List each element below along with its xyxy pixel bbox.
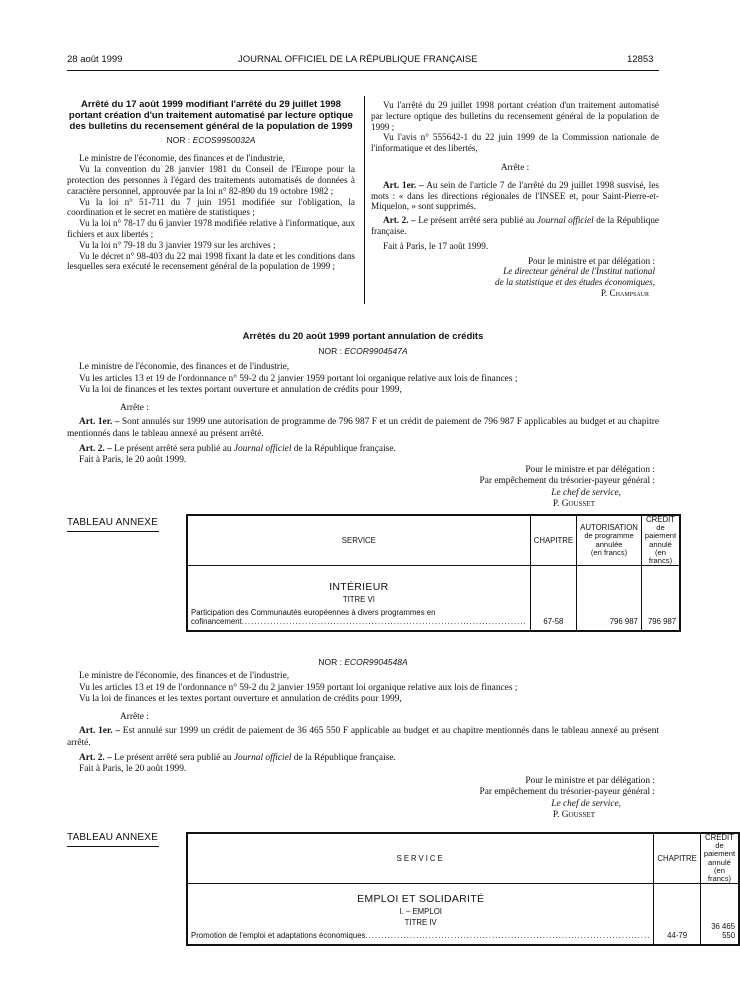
arrete-b-signature <box>367 776 655 822</box>
signatory-name: P. Gousset <box>552 810 595 821</box>
article-1 <box>371 180 659 212</box>
article-label: Art. 1er. – <box>79 417 120 428</box>
col-header-service: SERVICE <box>187 515 530 566</box>
arrete1-right-column <box>371 100 659 299</box>
arrete-a-signature <box>367 465 655 511</box>
article-text: de la République française. <box>291 443 396 454</box>
visa: Vu les articles 13 et 19 de l'ordonnance n° 59-2 du 2 janvier 1959 portant loi organique relative aux lois de finances ; <box>79 373 518 384</box>
journal-name: Journal officiel <box>233 752 292 763</box>
header-journal-title: JOURNAL OFFICIEL DE LA RÉPUBLIQUE FRANÇAISE <box>238 54 478 65</box>
chapitre-cell: 67-58 <box>530 566 576 631</box>
annexe-table-a <box>186 514 681 632</box>
article-text: Est annulé sur 1999 un crédit de paiement de 36 465 550 F applicable au budget et au chapitre mentionnés dans le tableau annexé au présent arrêté. <box>67 726 659 748</box>
arrete1-nor <box>67 135 355 145</box>
table-header-row <box>187 833 739 884</box>
col-header-credit <box>641 515 680 566</box>
autorisation-cell: 796 987 <box>577 566 642 631</box>
col-header-service: SERVICE <box>187 833 654 884</box>
col-header-chapitre: CHAPITRE <box>530 515 576 566</box>
signature-line: Le chef de service, <box>551 487 621 498</box>
credit-cell: 796 987 <box>641 566 680 631</box>
signatory-name: P. Champsaur <box>600 287 649 298</box>
credit-cell: 36 465 550 <box>700 884 739 945</box>
arrete1-visas <box>67 153 355 272</box>
nor-code: ECOS9950032A <box>192 135 256 146</box>
header-line: CRÉDIT <box>704 833 734 842</box>
service-cell <box>187 566 530 631</box>
arrete-b-body <box>67 671 659 776</box>
header-line: CRÉDIT <box>645 515 676 524</box>
annexe-label: TABLEAU ANNEXE <box>67 517 158 528</box>
nor-label: NOR : <box>318 346 345 356</box>
arrete-a-body <box>67 362 659 467</box>
nor-code: ECOR9904548A <box>344 657 408 667</box>
signature-line: Pour le ministre et par délégation : <box>527 255 655 266</box>
article-label: Art. 2. – <box>383 215 416 226</box>
header-line: (en francs) <box>707 865 732 884</box>
article-1 <box>67 417 659 440</box>
header-line: annulé <box>708 857 731 867</box>
header-line: de programme <box>584 531 634 541</box>
col-header-autorisation <box>577 515 642 566</box>
visa: Vu l'avis n° 555642-1 du 22 juin 1999 de la Commission nationale de l'informatique et des libertés, <box>371 132 659 154</box>
arrete1-title: Arrêté du 17 août 1999 modifiant l'arrêté du 29 juillet 1998 portant création d'un traitement automatisé par lecture optique des bulletins du recensement général de la population de 1999 <box>68 99 354 132</box>
service-line: Promotion de l'emploi et adaptations économiques.......................................................................................... <box>191 931 651 940</box>
journal-name: Journal officiel <box>233 443 292 454</box>
header-line: AUTORISATION <box>580 523 638 533</box>
signature-line: de la statistique et des études économiques, <box>495 277 655 288</box>
annexe-rule <box>67 846 159 847</box>
table-row <box>187 566 680 631</box>
article-label: Art. 2. – <box>79 752 112 763</box>
ministry-name: EMPLOI ET SOLIDARITÉ <box>357 893 485 905</box>
fait-a-paris: Fait à Paris, le 17 août 1999. <box>383 240 489 251</box>
header-line: (en francs) <box>590 547 628 557</box>
signature-block <box>371 256 659 299</box>
nor-code: ECOR9904547A <box>344 346 408 356</box>
fait-a-paris: Fait à Paris, le 20 août 1999. <box>79 455 187 466</box>
article-1 <box>67 726 659 749</box>
service-text: Promotion de l'emploi et adaptations économiques <box>191 931 366 940</box>
nor-label: NOR : <box>166 135 193 146</box>
visa: Le ministre de l'économie, des finances et de l'industrie, <box>79 362 290 372</box>
visa: Vu la loi n° 79-18 du 3 janvier 1979 sur les archives ; <box>79 239 276 250</box>
article-label: Art. 2. – <box>79 443 112 454</box>
article-text: Le présent arrêté sera publié au <box>111 752 234 763</box>
table-row <box>187 884 739 945</box>
signature-line: Le directeur général de l'Institut national <box>503 266 655 277</box>
article-text: Le présent arrêté sera publié au <box>111 443 234 454</box>
col-header-chapitre: CHAPITRE <box>654 833 700 884</box>
column-divider <box>364 96 365 304</box>
arrete-label: Arrête : <box>120 711 149 722</box>
article-2 <box>67 444 659 456</box>
service-text: cofinancement <box>191 617 242 626</box>
table-header-row <box>187 515 680 566</box>
col-header-credit <box>700 833 739 884</box>
journal-name: Journal officiel <box>537 215 594 226</box>
visa: Vu la loi de finances et les textes portant ouverture et annulation de crédits pour 1999, <box>79 385 402 396</box>
signature-line: Le chef de service, <box>551 798 621 809</box>
article-text: Au sein de l'article 7 de l'arrêté du 29 juillet 1998 susvisé, les mots : « dans les directions régionales de l'INSEE et, pour Saint-Pierre-et-Miquelon, » sont supprimés. <box>371 179 659 212</box>
visa: Vu les articles 13 et 19 de l'ordonnance n° 59-2 du 2 janvier 1959 portant loi organique relative aux lois de finances ; <box>79 682 518 693</box>
annexe-rule <box>67 531 159 532</box>
article-text: Le présent arrêté sera publié au <box>415 215 538 226</box>
signatory-name: P. Gousset <box>552 499 595 510</box>
service-line: cofinancement.......................................................................................... <box>191 617 527 626</box>
visa: Vu la loi n° 51-711 du 7 juin 1951 modifiée sur l'obligation, la coordination et le secret en matière de statistiques ; <box>67 196 355 218</box>
ministry-name: INTÉRIEUR <box>329 581 389 593</box>
visa: Vu la convention du 28 janvier 1981 du Conseil de l'Europe pour la protection des personnes à l'égard des traitements automatisés de données à caractère personnel, approuvée par la loi n° 82-890 du 19 octobre 1982 ; <box>67 164 355 196</box>
header-line: de paiement <box>644 523 677 541</box>
article-text: de la République française. <box>291 752 396 763</box>
arrete-label: Arrête : <box>120 402 149 413</box>
visa: Le ministre de l'économie, des finances et de l'industrie, <box>79 153 285 164</box>
chapitre-cell: 44-79 <box>654 884 700 945</box>
arretes2-title: Arrêtés du 20 août 1999 portant annulation de crédits <box>242 331 484 342</box>
header-line: annulé <box>649 539 672 549</box>
titre-label: TITRE VI <box>342 595 375 604</box>
visa: Vu la loi n° 78-17 du 6 janvier 1978 modifiée relative à l'informatique, aux fichiers et aux libertés ; <box>67 218 355 239</box>
annexe-label: TABLEAU ANNEXE <box>67 832 158 843</box>
arrete-a-nor <box>67 346 659 356</box>
header-line: de paiement <box>703 841 736 859</box>
header-rule <box>67 70 659 71</box>
header-line: annulée <box>595 539 623 549</box>
annexe-table-b <box>186 832 740 946</box>
signature-line: Par empêchement du trésorier-payeur général : <box>479 787 655 798</box>
signature-line: Par empêchement du trésorier-payeur général : <box>479 476 655 487</box>
visa: Vu l'arrêté du 29 juillet 1998 portant création d'un traitement automatisé par lecture optique des bulletins du recensement général de la population de 1999 ; <box>371 100 659 132</box>
article-2 <box>371 215 659 237</box>
fait-a-paris: Fait à Paris, le 20 août 1999. <box>79 764 187 775</box>
header-line: (en francs) <box>648 547 673 566</box>
service-line: Participation des Communautés européennes à divers programmes en <box>191 608 436 617</box>
titre-label: TITRE IV <box>404 918 437 927</box>
article-label: Art. 1er. – <box>79 726 121 737</box>
article-2 <box>67 753 659 765</box>
header-page-number: 12853 <box>627 54 654 65</box>
arrete-b-nor <box>67 657 659 667</box>
header-date: 28 août 1999 <box>67 54 123 65</box>
signature-line: Pour le ministre et par délégation : <box>525 776 655 786</box>
arrete1-left-column <box>67 100 355 272</box>
visa: Le ministre de l'économie, des finances et de l'industrie, <box>79 671 290 681</box>
article-text: de la République française. <box>371 215 659 236</box>
nor-label: NOR : <box>318 657 345 667</box>
section-label: I. – EMPLOI <box>399 907 442 916</box>
article-text: Sont annulés sur 1999 une autorisation de programme de 796 987 F et un crédit de paiement de 796 987 F applicables au budget et au chapitre mentionnés dans le tableau annexé au présent arrêté. <box>67 417 659 439</box>
visa: Vu la loi de finances et les textes portant ouverture et annulation de crédits pour 1999, <box>79 694 402 705</box>
service-cell <box>187 884 654 945</box>
visa: Vu le décret n° 98-403 du 22 mai 1998 fixant la date et les conditions dans lesquelles sera exécuté le recensement général de la population de 1999 ; <box>67 250 355 272</box>
arrete-label: Arrête : <box>500 161 530 172</box>
article-label: Art. 1er. – <box>383 179 424 190</box>
signature-line: Pour le ministre et par délégation : <box>525 465 655 475</box>
